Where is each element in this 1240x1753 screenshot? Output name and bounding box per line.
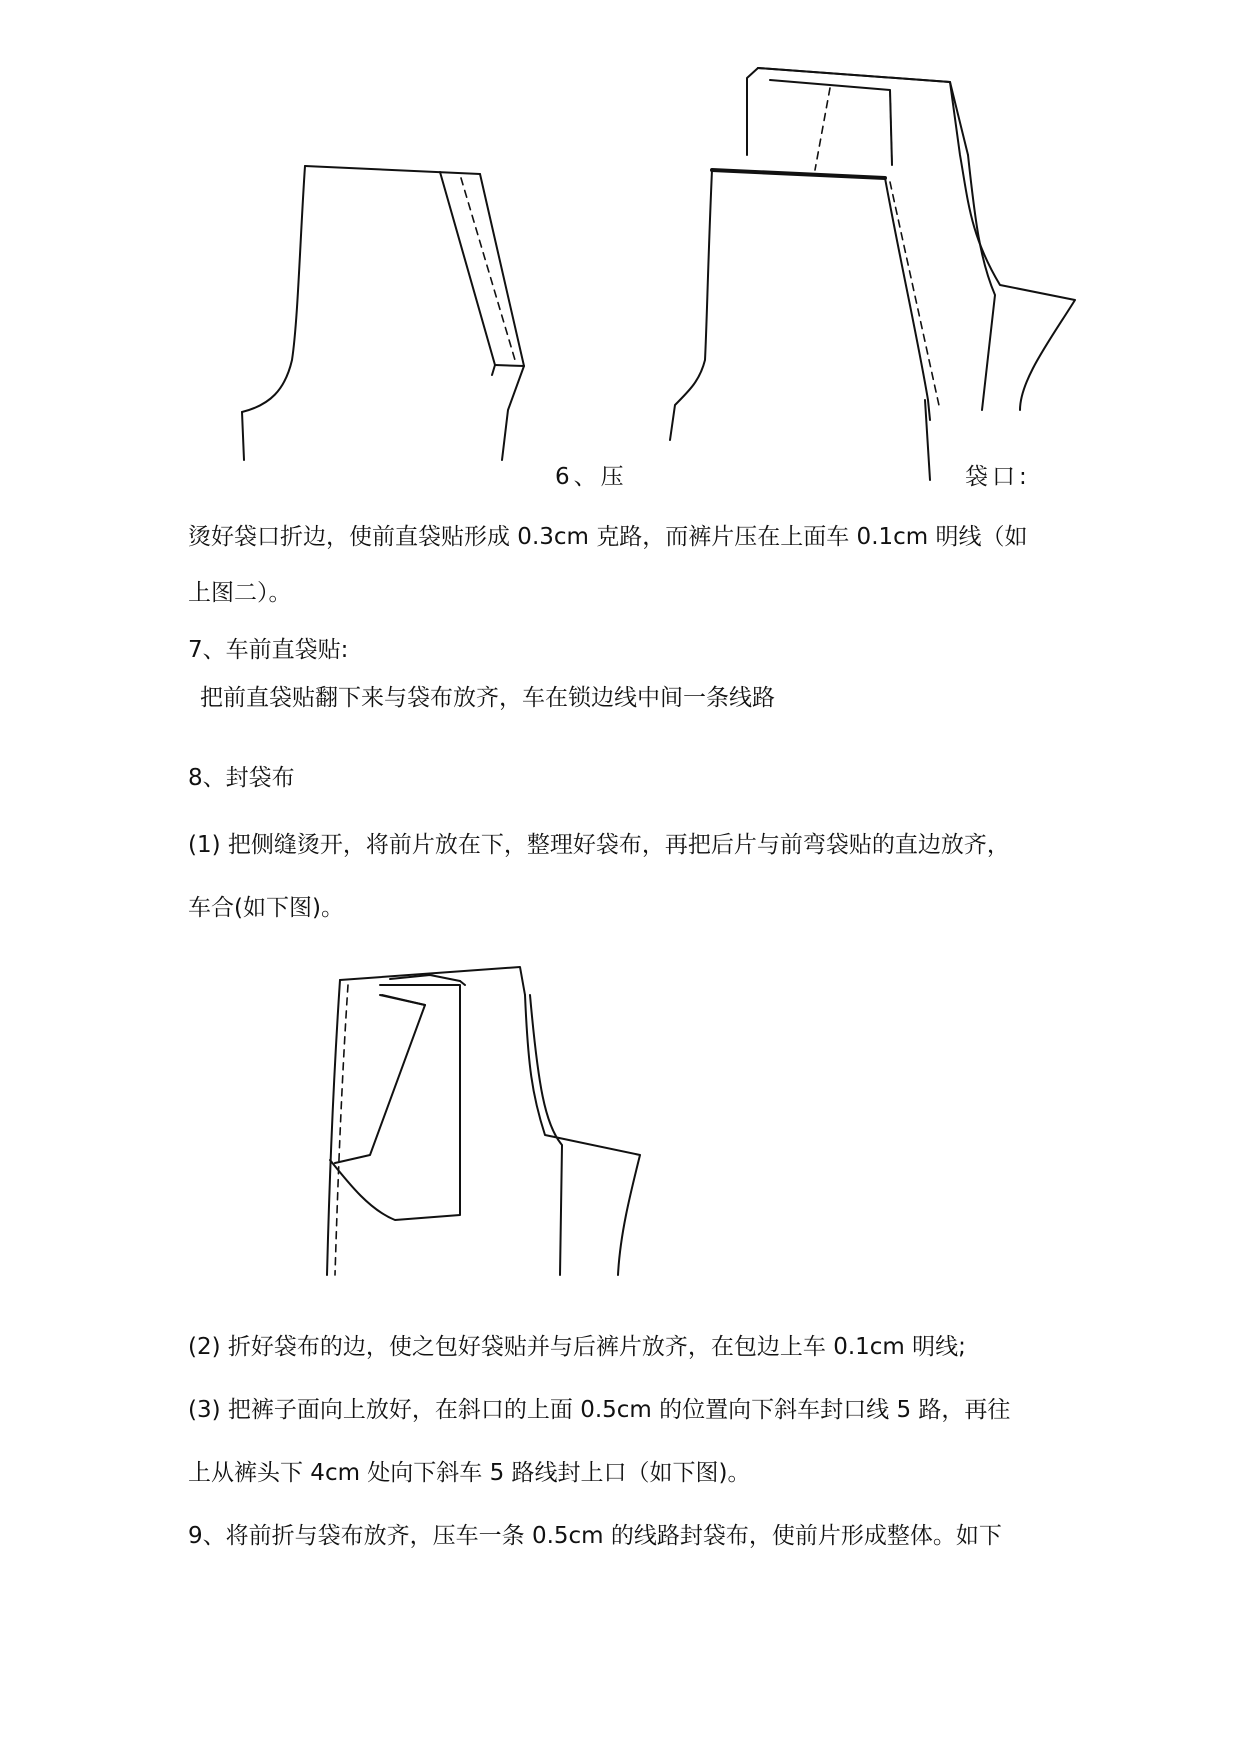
- p8-2: (2) 折好袋布的边，使之包好袋贴并与后裤片放齐，在包边上车 0.1cm 明线;: [188, 1334, 966, 1360]
- figure-pressed-pocket: [650, 60, 1090, 480]
- p8-1-line2: 车合(如下图)。: [188, 895, 344, 921]
- p8-heading: 8、封袋布: [188, 765, 295, 791]
- p8-3-line2: 上从裤头下 4cm 处向下斜车 5 路线封上口（如下图)。: [188, 1460, 751, 1486]
- p8-1-line1: (1) 把侧缝烫开，将前片放在下，整理好袋布，再把后片与前弯袋贴的直边放齐，: [188, 832, 1010, 858]
- p6-body-line1: 烫好袋口折边，使前直袋贴形成 0.3cm 克路，而裤片压在上面车 0.1cm 明线（如: [188, 524, 1028, 550]
- p6-body-line2: 上图二）。: [188, 580, 292, 606]
- p7-heading: 7、车前直袋贴:: [188, 637, 349, 663]
- figure-caption-left: 6、压: [555, 464, 628, 490]
- figure-pocket-facing: [230, 160, 550, 470]
- p9-line1: 9、将前折与袋布放齐，压车一条 0.5cm 的线路封袋布，使前片形成整体。如下: [188, 1523, 1002, 1549]
- p8-3-line1: (3) 把裤子面向上放好，在斜口的上面 0.5cm 的位置向下斜车封口线 5 路，再往: [188, 1397, 1011, 1423]
- p7-body: 把前直袋贴翻下来与袋布放齐，车在锁边线中间一条线路: [200, 685, 775, 711]
- figure-sealed-pocket-bag: [300, 955, 650, 1285]
- figure-caption-right: 袋口:: [965, 464, 1031, 490]
